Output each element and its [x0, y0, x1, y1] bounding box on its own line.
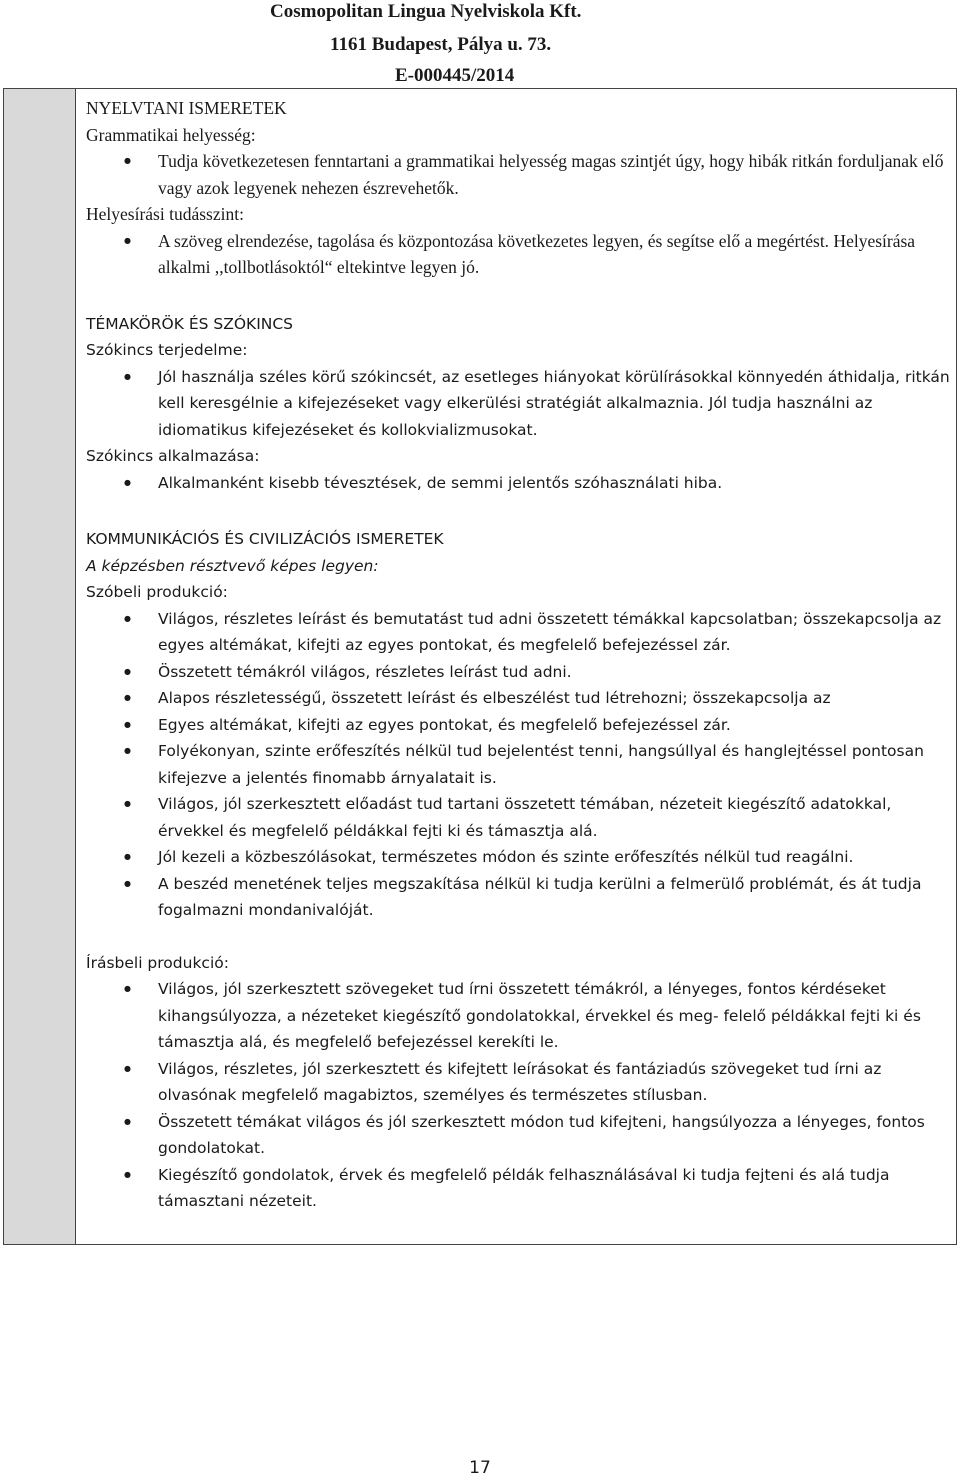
list-item: ● Alapos részletességű, összetett leírást és elbeszélést tud létrehozni; összekapcsolja az — [86, 685, 950, 712]
list-vocabulary-use — [86, 470, 950, 497]
list-item: ● Egyes altémákat, kifejti az egyes pontokat, és megfelelő befejezéssel zár. — [86, 712, 950, 739]
content-table — [3, 88, 957, 1245]
content-cell — [86, 95, 950, 1215]
subhead-oral-production: Szóbeli produkció: — [86, 583, 228, 601]
list-item: ● Világos, részletes, jól szerkesztett és kifejtett leírásokat és fantáziadús szövegeket tud írni az olvasónak megfelelő magabiztos, személyes és természetes stílusban. — [86, 1056, 950, 1109]
list-item: ● Alkalmanként kisebb tévesztések, de semmi jelentős szóhasználati hiba. — [86, 470, 950, 497]
list-item: ● Világos, részletes leírást és bemutatást tud adni összetett témákkal kapcsolatban; összekapcsolja az egyes altémákat, kifejti az egyes pontokat, és megfelelő befejezéssel zár. — [86, 606, 950, 659]
list-oral-production — [86, 606, 950, 924]
list-item: ● Világos, jól szerkesztett szövegeket tud írni összetett témákról, a lényeges, fontos kérdéseket kihangsúlyozza, a nézeteket kiegészítő gondolatokkal, érvekkel és meg- felelő példákkal fejti ki és támasztja alá, és megfelelő befejezéssel kerekíti le. — [86, 976, 950, 1056]
list-written-production — [86, 976, 950, 1215]
section-title-grammar: NYELVTANI ISMERETEK — [86, 98, 287, 118]
page-number: 17 — [469, 1458, 491, 1478]
list-item: ● Jól kezeli a közbeszólásokat, természetes módon és szinte erőfeszítés nélkül tud reagálni. — [86, 844, 950, 871]
list-item: ● Összetett témákat világos és jól szerkesztett módon tud kifejteni, hangsúlyozza a lényeges, fontos gondolatokat. — [86, 1109, 950, 1162]
shaded-side-column — [4, 89, 76, 1244]
list-spelling — [86, 228, 950, 281]
list-item: ● Kiegészítő gondolatok, érvek és megfelelő példák felhasználásával ki tudja fejteni és alá tudja támasztani nézeteit. — [86, 1162, 950, 1215]
company-name: Cosmopolitan Lingua Nyelviskola Kft. — [270, 1, 582, 22]
communication-intro: A képzésben résztvevő képes legyen: — [86, 556, 379, 575]
subhead-spelling: Helyesírási tudásszint: — [86, 204, 244, 224]
page-header — [0, 0, 960, 90]
section-title-vocabulary: TÉMAKÖRÖK ÉS SZÓKINCS — [86, 314, 294, 333]
list-vocabulary-range — [86, 364, 950, 444]
list-item: ● Tudja következetesen fenntartani a grammatikai helyesség magas szintjét úgy, hogy hibák ritkán forduljanak elő vagy azok legyenek nehezen észrevehetők. — [86, 148, 950, 201]
list-item: ● Folyékonyan, szinte erőfeszítés nélkül tud bejelentést tenni, hangsúllyal és hanglejtéssel pontosan kifejezve a jelentés finomabb árnyalatait is. — [86, 738, 950, 791]
company-address: 1161 Budapest, Pálya u. 73. — [330, 34, 552, 55]
list-grammatical-accuracy — [86, 148, 950, 201]
subhead-written-production: Írásbeli produkció: — [86, 953, 229, 972]
subhead-vocabulary-use: Szókincs alkalmazása: — [86, 447, 260, 465]
list-item: ● A szöveg elrendezése, tagolása és központozása következetes legyen, és segítse elő a megértést. Helyesírása alkalmi ,,tollbotlásoktól“ eltekintve legyen jó. — [86, 228, 950, 281]
section-title-communication: KOMMUNIKÁCIÓS ÉS CIVILIZÁCIÓS ISMERETEK — [86, 530, 444, 548]
list-item: ● Összetett témákról világos, részletes leírást tud adni. — [86, 659, 950, 686]
subhead-grammatical-accuracy: Grammatikai helyesség: — [86, 124, 256, 145]
subhead-vocabulary-range: Szókincs terjedelme: — [86, 341, 248, 359]
list-item: ● Világos, jól szerkesztett előadást tud tartani összetett témában, nézeteit kiegészítő adatokkal, érvekkel és megfelelő példákkal fejti ki és támasztja alá. — [86, 791, 950, 844]
registration-number: E-000445/2014 — [395, 65, 515, 86]
list-item: ● Jól használja széles körű szókincsét, az esetleges hiányokat körülírásokkal könnyedén áthidalja, ritkán kell keresgélnie a kifejezéseket vagy elkerülési stratégiát alkalmaznia. Jól tudja használni az idiomatikus kifejezéseket és kollokvializmusokat. — [86, 364, 950, 444]
list-item: ● A beszéd menetének teljes megszakítása nélkül ki tudja kerülni a felmerülő problémát, és át tudja fogalmazni mondanivalóját. — [86, 871, 950, 924]
